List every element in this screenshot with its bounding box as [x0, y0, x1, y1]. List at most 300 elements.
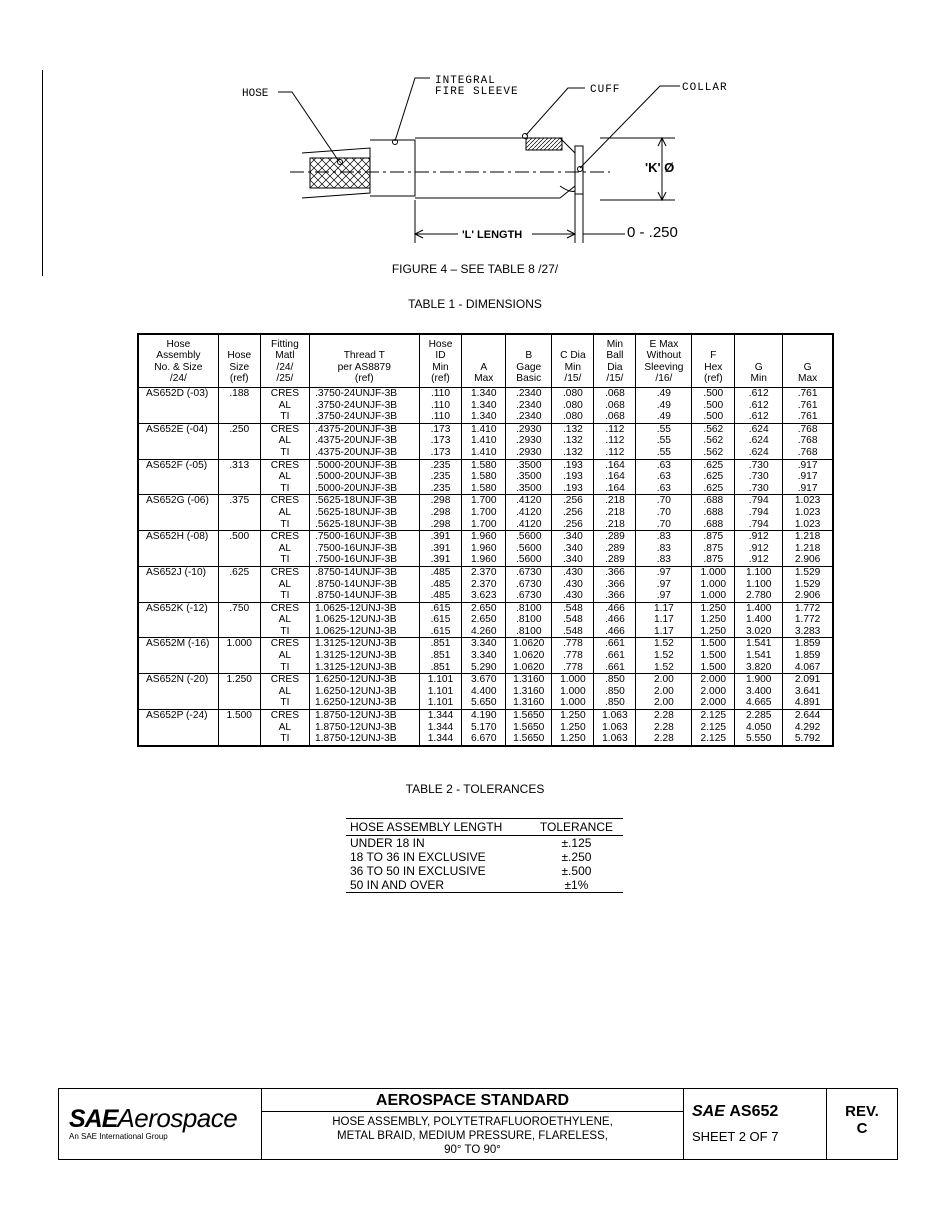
- table-cell: .688: [692, 507, 735, 519]
- table-cell: 2.650: [462, 602, 506, 614]
- table-cell: AL: [260, 543, 309, 555]
- table-cell: 1.023: [783, 495, 833, 507]
- table-cell: 4.400: [462, 686, 506, 698]
- table-cell: 2.285: [735, 710, 783, 722]
- table-cell: 3.020: [735, 626, 783, 638]
- table-cell: CRES: [260, 531, 309, 543]
- table-cell: 2.00: [636, 686, 692, 698]
- table-row: [138, 686, 833, 698]
- table-cell: .83: [636, 543, 692, 555]
- table-cell: 1.250: [692, 602, 735, 614]
- table-cell: .624: [735, 435, 783, 447]
- tol-value: ±.250: [561, 850, 592, 864]
- column-header-line: G: [803, 361, 812, 373]
- table-cell: .5625-18UNJF-3B: [310, 495, 420, 507]
- hose-size-cell: [218, 686, 260, 698]
- table-cell: AL: [260, 614, 309, 626]
- assembly-cell: [138, 554, 218, 566]
- column-header: [419, 334, 462, 388]
- table-cell: .5000-20UNJF-3B: [310, 459, 420, 471]
- table-cell: .63: [636, 471, 692, 483]
- table-cell: .548: [552, 626, 594, 638]
- table-cell: .612: [735, 388, 783, 400]
- table-cell: .2930: [506, 447, 552, 459]
- table-cell: .080: [552, 400, 594, 412]
- table-cell: 1.0625-12UNJ-3B: [310, 614, 420, 626]
- table-cell: 1.101: [419, 674, 462, 686]
- hose-size-cell: [218, 722, 260, 734]
- table-cell: .193: [552, 459, 594, 471]
- table-row: [138, 602, 833, 614]
- table-cell: .068: [594, 400, 636, 412]
- table-cell: CRES: [260, 423, 309, 435]
- table-cell: .430: [552, 590, 594, 602]
- table-cell: 1.400: [735, 614, 783, 626]
- table-cell: 4.190: [462, 710, 506, 722]
- label-cuff: CUFF: [590, 84, 621, 96]
- table-row: [346, 836, 623, 851]
- table-cell: .730: [735, 471, 783, 483]
- table-cell: .761: [783, 400, 833, 412]
- table-cell: TI: [260, 590, 309, 602]
- table-cell: .466: [594, 602, 636, 614]
- assembly-cell: AS652D (-03): [138, 388, 218, 400]
- assembly-cell: AS652N (-20): [138, 674, 218, 686]
- table-cell: 1.5650: [506, 710, 552, 722]
- table-cell: 1.100: [735, 566, 783, 578]
- column-header: [636, 334, 692, 388]
- title-description: [262, 1089, 684, 1159]
- table-cell: .164: [594, 471, 636, 483]
- table-cell: .83: [636, 531, 692, 543]
- label-hose: HOSE: [242, 88, 269, 100]
- table-cell: .562: [692, 435, 735, 447]
- table-cell: .132: [552, 447, 594, 459]
- table-cell: .850: [594, 697, 636, 709]
- table-row: [138, 423, 833, 435]
- table-cell: .485: [419, 566, 462, 578]
- table-cell: .912: [735, 554, 783, 566]
- table-cell: .768: [783, 423, 833, 435]
- sae-mini-logo: SAE: [692, 1103, 725, 1120]
- table-cell: .624: [735, 447, 783, 459]
- table-cell: .2340: [506, 388, 552, 400]
- table-cell: 5.290: [462, 662, 506, 674]
- table-cell: 1.3125-12UNJ-3B: [310, 638, 420, 650]
- tol-header-tolerance: TOLERANCE: [530, 819, 623, 836]
- table-cell: 1.3160: [506, 697, 552, 709]
- assembly-cell: [138, 507, 218, 519]
- table-row: [138, 459, 833, 471]
- column-header-line: ID: [435, 350, 446, 362]
- table-cell: .730: [735, 483, 783, 495]
- table-cell: 1.8750-12UNJ-3B: [310, 733, 420, 746]
- hose-size-cell: [218, 447, 260, 459]
- column-header-line: Max: [474, 373, 494, 385]
- table-cell: 1.900: [735, 674, 783, 686]
- table-cell: 2.644: [783, 710, 833, 722]
- table-cell: .49: [636, 400, 692, 412]
- table-cell: .768: [783, 447, 833, 459]
- table-cell: .485: [419, 590, 462, 602]
- table-cell: .110: [419, 411, 462, 423]
- table-cell: .63: [636, 483, 692, 495]
- column-header-line: Hose: [166, 338, 191, 350]
- table-cell: .851: [419, 650, 462, 662]
- hose-size-cell: [218, 411, 260, 423]
- table-cell: .132: [552, 423, 594, 435]
- assembly-cell: [138, 579, 218, 591]
- column-header: [260, 334, 309, 388]
- table-cell: .625: [692, 459, 735, 471]
- table-cell: 1.859: [783, 638, 833, 650]
- table-cell: .5600: [506, 554, 552, 566]
- table-cell: 1.5650: [506, 733, 552, 746]
- table-cell: 1.3125-12UNJ-3B: [310, 662, 420, 674]
- table-row: [138, 447, 833, 459]
- table-cell: .612: [735, 411, 783, 423]
- table-cell: .875: [692, 531, 735, 543]
- table-row: [138, 507, 833, 519]
- hose-size-cell: [218, 507, 260, 519]
- table-cell: 1.17: [636, 614, 692, 626]
- table-row: [138, 483, 833, 495]
- table-cell: .661: [594, 638, 636, 650]
- column-header-line: Min: [750, 373, 767, 385]
- table-cell: .080: [552, 388, 594, 400]
- hose-assembly-figure: [230, 68, 728, 248]
- table-cell: .391: [419, 543, 462, 555]
- table-cell: 1.000: [552, 674, 594, 686]
- table-cell: .63: [636, 459, 692, 471]
- table-row: [138, 435, 833, 447]
- table-cell: 1.0620: [506, 638, 552, 650]
- table-cell: 1.960: [462, 543, 506, 555]
- table-cell: 1.063: [594, 733, 636, 746]
- table-cell: .112: [594, 423, 636, 435]
- label-integral: INTEGRAL: [435, 75, 496, 87]
- table-cell: 2.28: [636, 722, 692, 734]
- table-cell: 1.500: [692, 638, 735, 650]
- table-cell: 1.000: [692, 579, 735, 591]
- table-cell: 1.250: [552, 733, 594, 746]
- table-cell: .391: [419, 531, 462, 543]
- table-cell: .850: [594, 674, 636, 686]
- table-cell: 3.670: [462, 674, 506, 686]
- table-cell: TI: [260, 733, 309, 746]
- column-header-line: No. & Size: [154, 361, 203, 373]
- table-cell: 1.17: [636, 602, 692, 614]
- table-cell: .068: [594, 411, 636, 423]
- table-cell: 2.00: [636, 674, 692, 686]
- column-header-line: Hose: [227, 350, 252, 362]
- table-row: [138, 590, 833, 602]
- table-cell: 1.541: [735, 650, 783, 662]
- table-cell: .235: [419, 483, 462, 495]
- table-cell: 2.000: [692, 674, 735, 686]
- column-header: [692, 334, 735, 388]
- hose-size-cell: .500: [218, 531, 260, 543]
- hose-size-cell: [218, 483, 260, 495]
- table-cell: TI: [260, 554, 309, 566]
- column-header-line: Size: [229, 361, 250, 373]
- table-cell: 1.3160: [506, 686, 552, 698]
- assembly-cell: [138, 733, 218, 746]
- table-cell: AL: [260, 722, 309, 734]
- table-row: [138, 519, 833, 531]
- table-cell: .851: [419, 662, 462, 674]
- table-cell: .068: [594, 388, 636, 400]
- table-row: [138, 614, 833, 626]
- table-cell: .97: [636, 566, 692, 578]
- table-cell: 5.170: [462, 722, 506, 734]
- table-cell: .340: [552, 543, 594, 555]
- table-cell: .661: [594, 662, 636, 674]
- assembly-cell: [138, 697, 218, 709]
- table-cell: 3.340: [462, 650, 506, 662]
- column-header-line: (ref): [354, 373, 374, 385]
- table-cell: .3750-24UNJF-3B: [310, 411, 420, 423]
- table-cell: .851: [419, 638, 462, 650]
- table-cell: .912: [735, 543, 783, 555]
- table-row: [138, 626, 833, 638]
- table-cell: .256: [552, 519, 594, 531]
- column-header-line: (ref): [229, 373, 249, 385]
- table-cell: 1.8750-12UNJ-3B: [310, 722, 420, 734]
- hose-size-cell: [218, 650, 260, 662]
- tol-value: ±1%: [530, 878, 623, 893]
- table-cell: .8100: [506, 614, 552, 626]
- table-cell: 1.063: [594, 710, 636, 722]
- table-cell: .466: [594, 626, 636, 638]
- table-cell: 4.050: [735, 722, 783, 734]
- table-cell: 1.101: [419, 697, 462, 709]
- table-cell: .2930: [506, 423, 552, 435]
- hose-size-cell: [218, 543, 260, 555]
- table-cell: 1.400: [735, 602, 783, 614]
- table-cell: 2.906: [783, 590, 833, 602]
- label-collar: COLLAR: [682, 82, 728, 94]
- table-cell: 1.000: [692, 590, 735, 602]
- assembly-cell: [138, 471, 218, 483]
- table-cell: .340: [552, 531, 594, 543]
- assembly-cell: AS652M (-16): [138, 638, 218, 650]
- table-cell: TI: [260, 447, 309, 459]
- table-cell: 1.700: [462, 495, 506, 507]
- table-cell: .8750-14UNJF-3B: [310, 590, 420, 602]
- table-cell: .298: [419, 507, 462, 519]
- table-cell: .173: [419, 435, 462, 447]
- table-cell: .5625-18UNJF-3B: [310, 519, 420, 531]
- column-header-line: /24/: [169, 373, 187, 385]
- table-cell: AL: [260, 400, 309, 412]
- table-cell: 2.650: [462, 614, 506, 626]
- table-cell: 1.000: [552, 697, 594, 709]
- table-cell: 3.340: [462, 638, 506, 650]
- table-cell: .173: [419, 423, 462, 435]
- table-cell: 1.529: [783, 566, 833, 578]
- fire-sleeve-outline: [370, 140, 415, 196]
- table-cell: .173: [419, 447, 462, 459]
- hose-size-cell: [218, 554, 260, 566]
- table-cell: 1.772: [783, 602, 833, 614]
- table-cell: .917: [783, 471, 833, 483]
- rev-label: REV.: [845, 1103, 879, 1120]
- table-cell: .218: [594, 507, 636, 519]
- table-cell: 1.5650: [506, 722, 552, 734]
- column-header-line: Min: [432, 361, 449, 373]
- table-cell: 1.6250-12UNJ-3B: [310, 686, 420, 698]
- table-cell: .548: [552, 614, 594, 626]
- table-cell: .912: [735, 531, 783, 543]
- table-cell: 4.260: [462, 626, 506, 638]
- hose-size-cell: [218, 400, 260, 412]
- table-cell: .298: [419, 519, 462, 531]
- column-header-line: Without: [646, 350, 682, 362]
- table-cell: 2.000: [692, 686, 735, 698]
- table-row: [138, 674, 833, 686]
- assembly-cell: [138, 626, 218, 638]
- table-cell: 5.550: [735, 733, 783, 746]
- table-cell: .688: [692, 519, 735, 531]
- column-header-line: Dia: [607, 361, 623, 373]
- label-k-dia: 'K' Ø: [645, 160, 675, 175]
- column-header-line: Sleeving: [644, 361, 684, 373]
- table-cell: .6730: [506, 566, 552, 578]
- table-cell: .83: [636, 554, 692, 566]
- assembly-cell: [138, 614, 218, 626]
- table-cell: .70: [636, 519, 692, 531]
- table-cell: .164: [594, 483, 636, 495]
- table-cell: 1.500: [692, 662, 735, 674]
- standard-number-box: [684, 1089, 827, 1159]
- description-line-1: HOSE ASSEMBLY, POLYTETRAFLUOROETHYLENE,: [332, 1116, 613, 1128]
- table-cell: .562: [692, 423, 735, 435]
- hose-size-cell: 1.000: [218, 638, 260, 650]
- table-row: [138, 710, 833, 722]
- table-cell: 1.063: [594, 722, 636, 734]
- table-row: [138, 400, 833, 412]
- table-row: [138, 543, 833, 555]
- column-header-line: Matl: [275, 350, 295, 362]
- table-cell: .366: [594, 566, 636, 578]
- table-cell: .624: [735, 423, 783, 435]
- figure-caption: FIGURE 4 – SEE TABLE 8 /27/: [391, 262, 559, 276]
- label-l-length: 'L' LENGTH: [462, 229, 523, 241]
- table-cell: .7500-16UNJF-3B: [310, 554, 420, 566]
- table-cell: .8100: [506, 626, 552, 638]
- table-cell: 2.125: [692, 733, 735, 746]
- table-cell: .256: [552, 495, 594, 507]
- table-cell: 1.700: [462, 507, 506, 519]
- table-cell: .8750-14UNJF-3B: [310, 579, 420, 591]
- column-header-line: /25/: [276, 373, 294, 385]
- table-cell: .49: [636, 388, 692, 400]
- table-cell: 1.772: [783, 614, 833, 626]
- table-cell: 2.000: [692, 697, 735, 709]
- table-cell: 1.100: [735, 579, 783, 591]
- table-cell: .289: [594, 531, 636, 543]
- table-cell: .778: [552, 662, 594, 674]
- table-row: [138, 554, 833, 566]
- table-cell: .7500-16UNJF-3B: [310, 543, 420, 555]
- table-cell: .615: [419, 602, 462, 614]
- table-cell: .70: [636, 495, 692, 507]
- table-cell: CRES: [260, 602, 309, 614]
- table-cell: 1.023: [783, 519, 833, 531]
- table-cell: 1.580: [462, 483, 506, 495]
- table-cell: 2.780: [735, 590, 783, 602]
- table-cell: .761: [783, 411, 833, 423]
- column-header: [138, 334, 218, 388]
- hose-size-cell: .625: [218, 566, 260, 578]
- table-cell: .112: [594, 447, 636, 459]
- table-cell: .235: [419, 471, 462, 483]
- revision-box: [827, 1089, 897, 1159]
- table-cell: .3750-24UNJF-3B: [310, 388, 420, 400]
- table-cell: .289: [594, 543, 636, 555]
- label-fire-sleeve: FIRE SLEEVE: [435, 86, 519, 98]
- column-header-line: A: [480, 361, 488, 373]
- sae-aerospace-logo: [59, 1089, 262, 1159]
- assembly-cell: AS652J (-10): [138, 566, 218, 578]
- table-cell: CRES: [260, 566, 309, 578]
- column-header-line: C Dia: [560, 350, 586, 362]
- assembly-cell: AS652K (-12): [138, 602, 218, 614]
- table-cell: .193: [552, 471, 594, 483]
- table-cell: .112: [594, 435, 636, 447]
- table-row: [138, 566, 833, 578]
- table-cell: 1.340: [462, 388, 506, 400]
- assembly-cell: [138, 722, 218, 734]
- table-row: [138, 722, 833, 734]
- column-header-line: Fitting: [271, 338, 299, 350]
- table-cell: .615: [419, 614, 462, 626]
- table-cell: 4.665: [735, 697, 783, 709]
- table-cell: .110: [419, 400, 462, 412]
- assembly-cell: [138, 662, 218, 674]
- table-cell: .391: [419, 554, 462, 566]
- table-cell: CRES: [260, 459, 309, 471]
- table-cell: 1.218: [783, 531, 833, 543]
- column-header-line: (ref): [703, 373, 723, 385]
- table-cell: .485: [419, 579, 462, 591]
- table-cell: .5000-20UNJF-3B: [310, 483, 420, 495]
- table-row: [138, 388, 833, 400]
- table-cell: 1.340: [462, 400, 506, 412]
- table-cell: AL: [260, 686, 309, 698]
- tol-length: 18 TO 36 IN EXCLUSIVE: [350, 850, 486, 864]
- table-cell: .3500: [506, 459, 552, 471]
- table-cell: .466: [594, 614, 636, 626]
- table-cell: .218: [594, 495, 636, 507]
- table-cell: 1.6250-12UNJ-3B: [310, 674, 420, 686]
- table-cell: 1.3125-12UNJ-3B: [310, 650, 420, 662]
- table-cell: 1.0620: [506, 650, 552, 662]
- hose-size-cell: 1.250: [218, 674, 260, 686]
- hose-size-cell: [218, 471, 260, 483]
- table-cell: .612: [735, 400, 783, 412]
- table-cell: .164: [594, 459, 636, 471]
- label-offset: 0 - .250: [627, 224, 678, 241]
- table-cell: .5600: [506, 531, 552, 543]
- assembly-cell: [138, 483, 218, 495]
- rev-value: C: [856, 1120, 868, 1137]
- table-cell: 1.0625-12UNJ-3B: [310, 602, 420, 614]
- table-cell: .6730: [506, 579, 552, 591]
- table-cell: TI: [260, 483, 309, 495]
- table-cell: .917: [783, 459, 833, 471]
